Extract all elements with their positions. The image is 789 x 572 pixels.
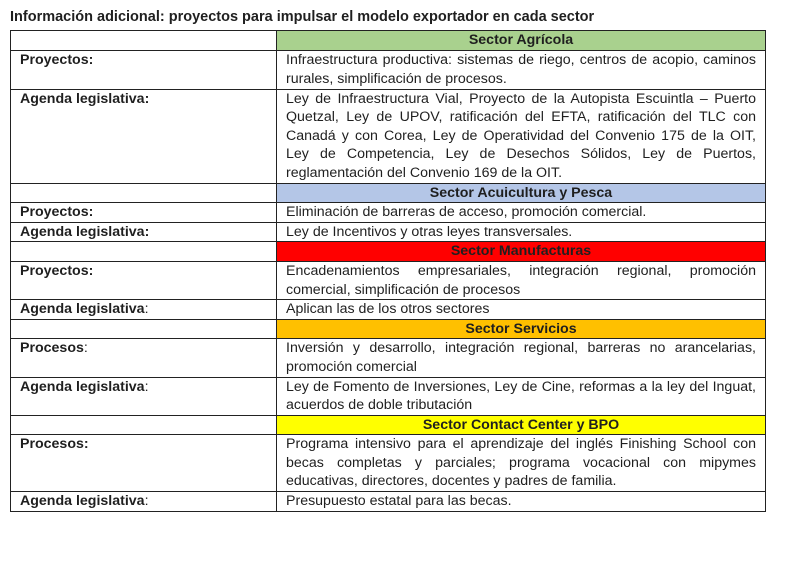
- row-content: Aplican las de los otros sectores: [277, 300, 766, 320]
- row-content: Ley de Infraestructura Vial, Proyecto de la Autopista Escuintla – Puerto Quetzal, Ley de UPOV, ratificación del EFTA, ratificación del TLC con Canadá y con Corea, Ley de Operatividad del Convenio 175 de la OIT, Ley de Competencia, Ley de Desechos Sólidos, Ley de Puertos, reglamentación del Convenio 169 de la OIT.: [277, 89, 766, 183]
- row-content: Programa intensivo para el aprendizaje del inglés Finishing School con becas completas y parciales; programa vocacional con mipymes educativas, directores, docentes y padres de familia.: [277, 435, 766, 492]
- sector-header-blank: [11, 183, 277, 203]
- sector-header-blank: [11, 242, 277, 262]
- sector-header-row-acuicultura: [11, 183, 766, 203]
- table-row: [11, 339, 766, 377]
- row-content: Encadenamientos empresariales, integración regional, promoción comercial, simplificación de procesos: [277, 261, 766, 299]
- row-label-procesos: Procesos:: [11, 435, 277, 492]
- table-row: [11, 222, 766, 242]
- sector-header-blank: [11, 415, 277, 435]
- row-label-agenda-legislativa: Agenda legislativa:: [11, 300, 277, 320]
- row-label-procesos: Procesos:: [11, 339, 277, 377]
- row-label-proyectos: Proyectos:: [11, 203, 277, 223]
- sector-header-blank: [11, 319, 277, 339]
- table-row: [11, 89, 766, 183]
- row-content: Eliminación de barreras de acceso, promoción comercial.: [277, 203, 766, 223]
- sector-header-row-agricola: [11, 31, 766, 51]
- table-row: [11, 435, 766, 492]
- sector-header-servicios: Sector Servicios: [277, 319, 766, 339]
- row-label-agenda-legislativa: Agenda legislativa:: [11, 89, 277, 183]
- row-content: Infraestructura productiva: sistemas de riego, centros de acopio, caminos rurales, simplificación de procesos.: [277, 50, 766, 89]
- row-label-agenda-legislativa: Agenda legislativa:: [11, 492, 277, 512]
- sector-header-acuicultura: Sector Acuicultura y Pesca: [277, 183, 766, 203]
- table-row: [11, 377, 766, 415]
- table-row: [11, 261, 766, 299]
- row-content: Ley de Incentivos y otras leyes transversales.: [277, 222, 766, 242]
- table-row: [11, 50, 766, 89]
- page-title: Información adicional: proyectos para impulsar el modelo exportador en cada sector: [10, 9, 595, 25]
- sector-header-blank: [11, 31, 277, 51]
- table-row: [11, 203, 766, 223]
- row-content: Inversión y desarrollo, integración regional, barreras no arancelarias, promoción comercial: [277, 339, 766, 377]
- row-content: Presupuesto estatal para las becas.: [277, 492, 766, 512]
- sector-projects-table: [10, 30, 766, 512]
- sector-header-row-manufacturas: [11, 242, 766, 262]
- table-row: [11, 300, 766, 320]
- sector-header-row-contact-center: [11, 415, 766, 435]
- sector-header-manufacturas: Sector Manufacturas: [277, 242, 766, 262]
- row-label-proyectos: Proyectos:: [11, 261, 277, 299]
- row-label-agenda-legislativa: Agenda legislativa:: [11, 377, 277, 415]
- table-row: [11, 492, 766, 512]
- sector-header-agricola: Sector Agrícola: [277, 31, 766, 51]
- row-label-agenda-legislativa: Agenda legislativa:: [11, 222, 277, 242]
- row-content: Ley de Fomento de Inversiones, Ley de Cine, reformas a la ley del Inguat, acuerdos de doble tributación: [277, 377, 766, 415]
- row-label-proyectos: Proyectos:: [11, 50, 277, 89]
- sector-header-row-servicios: [11, 319, 766, 339]
- sector-header-contact-center: Sector Contact Center y BPO: [277, 415, 766, 435]
